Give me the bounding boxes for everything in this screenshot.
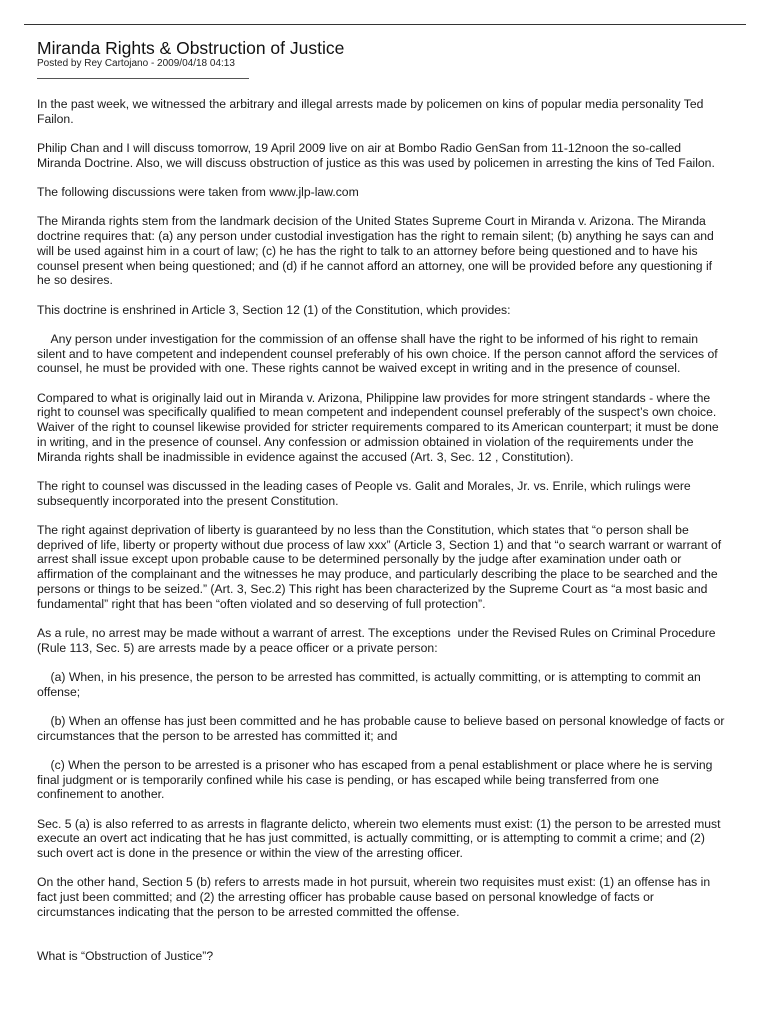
- list-item-b: (b) When an offense has just been committed and he has probable cause to believe based on personal knowledge of facts or circumstances that the person to be arrested has committed it; and: [37, 713, 728, 743]
- meta-divider: [37, 78, 249, 79]
- paragraph-constitution-quote: Any person under investigation for the commission of an offense shall have the right to be informed of his right to remain silent and to have competent and independent counsel preferably of his own choice. If the person cannot afford the services of counsel, he must be provided with one. These rights cannot be waived except in writing and in the presence of counsel.: [37, 331, 722, 376]
- section-heading-obstruction: What is “Obstruction of Justice”?: [37, 948, 214, 963]
- paragraph-enshrined: This doctrine is enshrined in Article 3, Section 12 (1) of the Constitution, which provides:: [37, 302, 511, 317]
- top-divider: [24, 24, 746, 25]
- paragraph-warrantless-arrest: As a rule, no arrest may be made without a warrant of arrest. The exceptions under the Revised Rules on Criminal Procedure (Rule 113, Sec. 5) are arrests made by a peace officer or a private person:: [37, 625, 719, 655]
- list-item-c: (c) When the person to be arrested is a prisoner who has escaped from a penal establishment or place where he is serving final judgment or is temporarily confined while his case is pending, or has escaped while being transferred from one confinement to another.: [37, 757, 716, 802]
- paragraph-leading-cases: The right to counsel was discussed in the leading cases of People vs. Galit and Morales, Jr. vs. Enrile, which rulings were subsequently incorporated into the present Constitution.: [37, 478, 695, 508]
- post-meta: Posted by Rey Cartojano - 2009/04/18 04:13: [37, 58, 235, 69]
- paragraph-miranda-rights: The Miranda rights stem from the landmark decision of the United States Supreme Court in Miranda v. Arizona. The Miranda doctrine requires that: (a) any person under custodial investigation has the right to remain silent; (b) anything he says can and will be used against him in a court of law; (c) he has the right to talk to an attorney before being questioned and to have his counsel present when being questioned; and (d) if he cannot afford an attorney, one will be provided before any questioning if he so desires.: [37, 214, 718, 288]
- paragraph-intro: In the past week, we witnessed the arbitrary and illegal arrests made by policemen on kins of popular media personality Ted Failon.: [37, 97, 707, 126]
- article: [37, 38, 727, 978]
- paragraph-liberty: The right against deprivation of liberty is guaranteed by no less than the Constitution, which states that “o person shall be deprived of life, liberty or property without due process of law xxx” (Article 3, Section 1) and that “o search warrant or warrant of arrest shall issue except upon probable cause to be determined personally by the judge after examination under oath or affirmation of the complainant and the witnesses he may produce, and particularly describing the place to be searched and the persons or things to be seized.” (Art. 3, Sec.2) This right has been characterized by the Supreme Court as “a most basic and fundamental” right that has been “often violated and so deserving of full protection”.: [37, 522, 725, 611]
- paragraph-radio-discussion: Philip Chan and I will discuss tomorrow, 19 April 2009 live on air at Bombo Radio GenSan from 11-12noon the so-called Miranda Doctrine. Also, we will discuss obstruction of justice as this was used by policemen in arresting the kins of Ted Failon.: [37, 141, 715, 170]
- paragraph-hot-pursuit: On the other hand, Section 5 (b) refers to arrests made in hot pursuit, wherein two requisites must exist: (1) an offense has in fact just been committed; and (2) the arresting officer has probable cause based on personal knowledge of facts or circumstances indicating that the person to be arrested committed the offense.: [37, 875, 714, 919]
- article-title: Miranda Rights & Obstruction of Justice: [37, 38, 345, 58]
- paragraph-flagrante-delicto: Sec. 5 (a) is also referred to as arrests in flagrante delicto, wherein two elements must exist: (1) the person to be arrested must execute an overt act indicating that he has just committed, is actually committing, or is attempting to commit a crime; and (2) such overt act is done in the presence or within the view of the arresting officer.: [37, 816, 724, 860]
- paragraph-comparison: Compared to what is originally laid out in Miranda v. Arizona, Philippine law provides for more stringent standards - where the right to counsel was specifically qualified to mean competent and independent counsel preferably of the suspect’s own choice. Waiver of the right to counsel likewise provided for stricter requirements compared to its American counterpart; it must be done in writing, and in the presence of counsel. Any confession or admission obtained in violation of the requirements under the Miranda rights shall be inadmissible in evidence against the accused (Art. 3, Sec. 12 , Constitution).: [37, 390, 723, 464]
- paragraph-source: The following discussions were taken from www.jlp-law.com: [37, 185, 359, 199]
- list-item-a: (a) When, in his presence, the person to be arrested has committed, is actually committing, or is attempting to commit an offense;: [37, 669, 705, 699]
